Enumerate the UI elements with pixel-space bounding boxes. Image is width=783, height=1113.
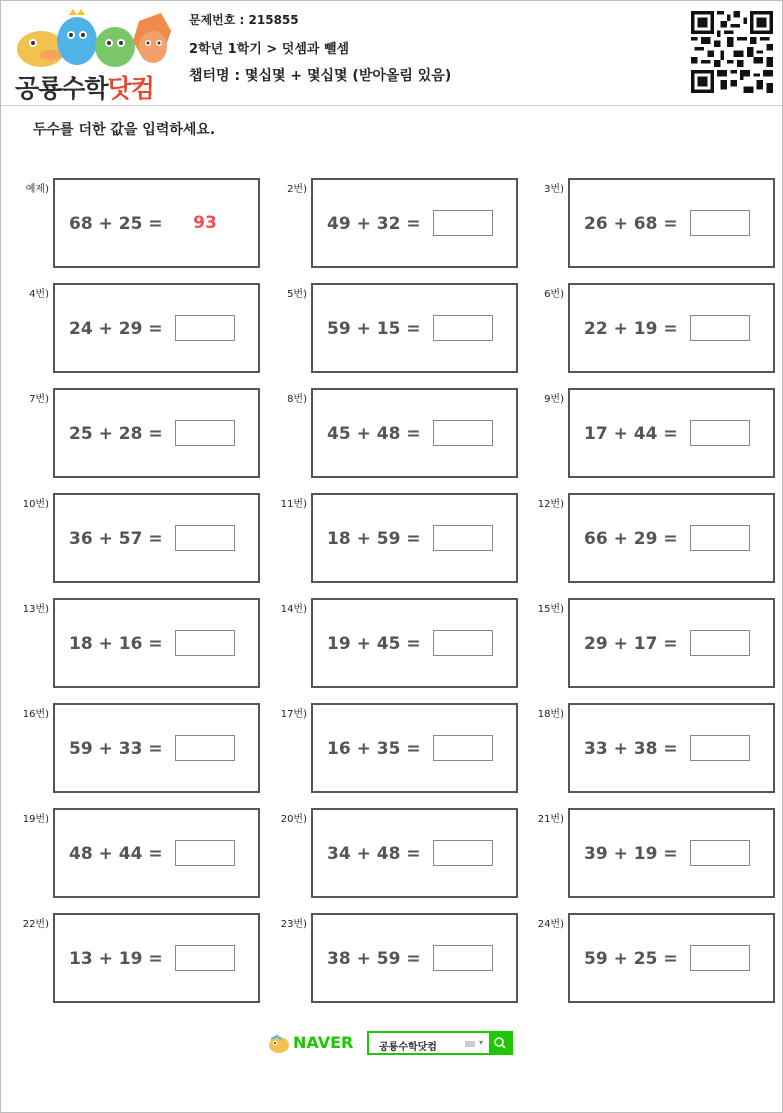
problem-equation: 49 + 32 = [327, 214, 421, 234]
answer-input[interactable] [433, 945, 493, 971]
header-info [189, 11, 451, 85]
answer-input[interactable] [690, 630, 750, 656]
problem-cell [259, 178, 517, 268]
problem-equation: 29 + 17 = [584, 634, 678, 654]
problem-equation: 45 + 48 = [327, 424, 421, 444]
answer-input[interactable] [690, 735, 750, 761]
problem-cell [516, 388, 774, 478]
problem-label: 9번) [544, 394, 564, 405]
problem-label: 18번) [537, 709, 564, 720]
problem-cell [516, 178, 774, 268]
problem-label: 예제) [25, 184, 49, 195]
problem-equation: 25 + 28 = [69, 424, 163, 444]
problem-cell [259, 598, 517, 688]
problem-box [311, 913, 518, 1003]
problem-label: 11번) [280, 499, 307, 510]
problem-equation: 19 + 45 = [327, 634, 421, 654]
problem-cell [259, 808, 517, 898]
problem-box [568, 178, 775, 268]
answer-input[interactable] [690, 210, 750, 236]
problem-equation: 59 + 15 = [327, 319, 421, 339]
problem-label: 23번) [280, 919, 307, 930]
problem-box [311, 178, 518, 268]
problem-box [53, 178, 260, 268]
problem-cell [1, 598, 259, 688]
problem-box [53, 283, 260, 373]
problem-label: 13번) [22, 604, 49, 615]
problem-cell [516, 493, 774, 583]
problem-equation: 34 + 48 = [327, 844, 421, 864]
problem-label: 6번) [544, 289, 564, 300]
problem-box [568, 388, 775, 478]
answer-input[interactable] [690, 315, 750, 341]
answer-input[interactable] [433, 840, 493, 866]
naver-label: NAVER [293, 1033, 354, 1052]
problem-equation: 38 + 59 = [327, 949, 421, 969]
problem-box [568, 913, 775, 1003]
problem-equation: 36 + 57 = [69, 529, 163, 549]
problem-equation: 18 + 59 = [327, 529, 421, 549]
problem-label: 5번) [287, 289, 307, 300]
problem-equation: 59 + 25 = [584, 949, 678, 969]
problem-cell [516, 703, 774, 793]
answer-input[interactable] [690, 840, 750, 866]
problem-cell [1, 493, 259, 583]
problem-label: 8번) [287, 394, 307, 405]
answer-input[interactable] [175, 840, 235, 866]
problem-equation: 13 + 19 = [69, 949, 163, 969]
problem-box [311, 703, 518, 793]
problem-box [568, 703, 775, 793]
keyboard-icon[interactable] [465, 1041, 475, 1047]
naver-search-box[interactable] [367, 1031, 513, 1055]
answer-input[interactable] [433, 210, 493, 236]
problem-cell [516, 598, 774, 688]
problem-equation: 18 + 16 = [69, 634, 163, 654]
problem-cell [1, 178, 259, 268]
problem-box [311, 388, 518, 478]
answer-input[interactable] [175, 735, 235, 761]
problem-label: 7번) [29, 394, 49, 405]
problem-label: 15번) [537, 604, 564, 615]
answer-input[interactable] [433, 735, 493, 761]
problem-box [53, 598, 260, 688]
problem-cell [259, 388, 517, 478]
answer-input[interactable] [433, 630, 493, 656]
breadcrumb: 2학년 1학기 > 덧셈과 뺄셈 [189, 42, 350, 57]
problem-equation: 26 + 68 = [584, 214, 678, 234]
problem-label: 21번) [537, 814, 564, 825]
problem-cell [1, 283, 259, 373]
problem-label: 12번) [537, 499, 564, 510]
answer-input[interactable] [690, 945, 750, 971]
dropdown-arrow-icon[interactable]: ▾ [479, 1038, 484, 1047]
problem-equation: 59 + 33 = [69, 739, 163, 759]
problem-label: 22번) [22, 919, 49, 930]
problem-equation: 39 + 19 = [584, 844, 678, 864]
problem-box [53, 808, 260, 898]
problem-label: 20번) [280, 814, 307, 825]
problem-cell [1, 703, 259, 793]
problem-label: 24번) [537, 919, 564, 930]
problem-cell [259, 913, 517, 1003]
logo-text-dark: 공룡수학 [15, 74, 108, 103]
problem-box [311, 598, 518, 688]
problem-box [568, 598, 775, 688]
problem-box [53, 388, 260, 478]
problem-cell [1, 913, 259, 1003]
logo-text [15, 69, 154, 105]
problem-cell [259, 283, 517, 373]
problem-cell [259, 493, 517, 583]
problem-equation: 16 + 35 = [327, 739, 421, 759]
problem-cell [516, 913, 774, 1003]
instruction: 두수를 더한 값을 입력하세요. [33, 122, 216, 138]
search-icon [489, 1033, 511, 1053]
logo-text-red: 닷컴 [107, 74, 154, 103]
problem-box [568, 808, 775, 898]
answer-input[interactable] [175, 630, 235, 656]
problem-label: 2번) [287, 184, 307, 195]
answer-input[interactable] [175, 315, 235, 341]
problem-label: 17번) [280, 709, 307, 720]
problem-label: 16번) [22, 709, 49, 720]
answer-input[interactable] [690, 420, 750, 446]
problem-equation: 68 + 25 = [69, 214, 163, 234]
problem-box [568, 493, 775, 583]
problem-cell [516, 283, 774, 373]
problem-number: 문제번호 : 215855 [189, 13, 299, 27]
answer-input[interactable] [175, 420, 235, 446]
chapter-title: 챕터명 : 몇십몇 + 몇십몇 (받아올림 있음) [189, 68, 452, 84]
problem-box [53, 493, 260, 583]
problem-equation: 33 + 38 = [584, 739, 678, 759]
answer-input[interactable] [175, 525, 235, 551]
header [1, 1, 782, 106]
answer-input[interactable] [433, 420, 493, 446]
problem-box [53, 913, 260, 1003]
example-answer: 93 [175, 210, 235, 236]
problem-cell [1, 808, 259, 898]
problem-equation: 22 + 19 = [584, 319, 678, 339]
answer-input[interactable] [433, 525, 493, 551]
qr-code-icon[interactable] [691, 11, 773, 93]
naver-search-widget [267, 1031, 517, 1057]
problem-label: 10번) [22, 499, 49, 510]
dinosaur-mascots-icon [11, 7, 177, 69]
site-logo[interactable] [11, 7, 177, 103]
answer-input[interactable] [690, 525, 750, 551]
answer-input[interactable] [175, 945, 235, 971]
problem-equation: 17 + 44 = [584, 424, 678, 444]
naver-search-query[interactable]: 공룡수학닷컴 [379, 1042, 437, 1053]
problem-box [311, 283, 518, 373]
problem-equation: 66 + 29 = [584, 529, 678, 549]
problem-equation: 48 + 44 = [69, 844, 163, 864]
problem-cell [259, 703, 517, 793]
problem-cell [1, 388, 259, 478]
problem-label: 14번) [280, 604, 307, 615]
problem-box [568, 283, 775, 373]
problem-equation: 24 + 29 = [69, 319, 163, 339]
problem-box [53, 703, 260, 793]
problem-label: 19번) [22, 814, 49, 825]
problem-label: 3번) [544, 184, 564, 195]
answer-input[interactable] [433, 315, 493, 341]
problem-box [311, 808, 518, 898]
naver-search-button[interactable] [489, 1033, 511, 1053]
problem-cell [516, 808, 774, 898]
problem-label: 4번) [29, 289, 49, 300]
problem-box [311, 493, 518, 583]
